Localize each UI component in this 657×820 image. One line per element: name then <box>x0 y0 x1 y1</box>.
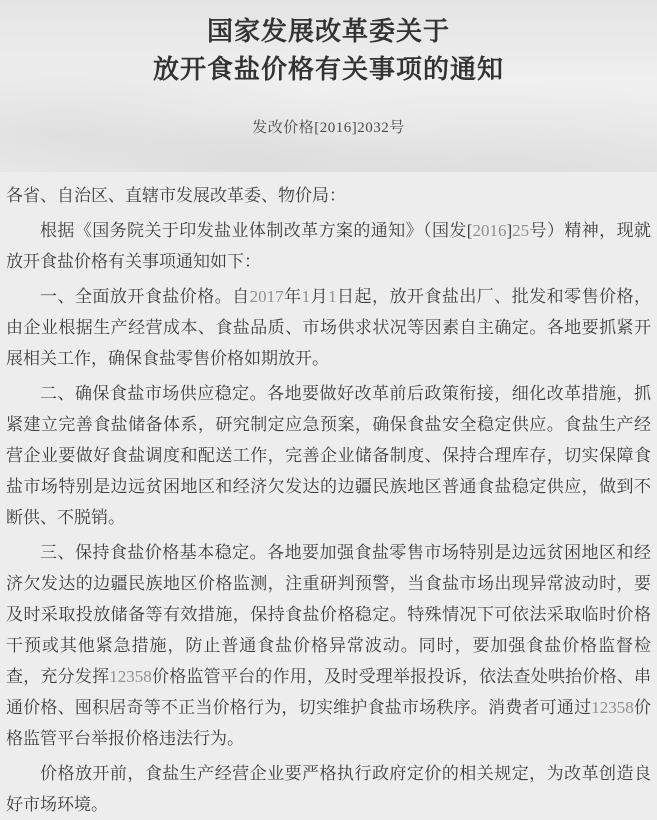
title-line-1: 国家发展改革委关于 <box>206 17 450 46</box>
paragraph: 三、保持食盐价格基本稳定。各地要加强食盐零售市场特别是边远贫困地区和经济欠发达的边疆民族地区价格监测，注重研判预警，当食盐市场出现异常波动时，要及时采取投放储备等有效措施，保持食盐价格稳定。特殊情况下可依法采取临时价格干预或其他紧急措施，防止普通食盐价格异常波动。同时，要加强食盐价格监督检查，充分发挥12358价格监管平台的作用，及时受理举报投诉，依法查处哄抬价格、串通价格、囤积居奇等不正当价格行为，切实维护食盐市场秩序。消费者可通过12358价格监管平台举报价格违法行为。 <box>6 543 652 748</box>
numeric-text: 2017 <box>249 287 284 306</box>
numeric-text: 1 <box>301 287 311 306</box>
numeric-text: 2016 <box>472 221 507 240</box>
numeric-text: 25 <box>512 221 530 240</box>
numeric-text: 1 <box>328 287 337 306</box>
document-header <box>0 0 657 172</box>
title-line-2: 放开食盐价格有关事项的通知 <box>152 55 504 84</box>
paragraph: 根据《国务院关于印发盐业体制改革方案的通知》（国发[2016]25号）精神，现就放开食盐价格有关事项通知如下： <box>6 221 652 271</box>
document-body <box>0 172 657 820</box>
paragraph: 二、确保食盐市场供应稳定。各地要做好改革前后政策衔接，细化改革措施，抓紧建立完善食盐储备体系，研究制定应急预案，确保食盐安全稳定供应。食盐生产经营企业要做好食盐调度和配送工作，完善企业储备制度、保持合理库存，切实保障食盐市场特别是边远贫困地区和经济欠发达的边疆民族地区普通食盐稳定供应，做到不断供、不脱销。 <box>6 384 651 527</box>
document-number: 发改价格[2016]2032号 <box>252 120 405 136</box>
numeric-text: 12358 <box>109 667 152 686</box>
paragraph: 一、全面放开食盐价格。自2017年1月1日起，放开食盐出厂、批发和零售价格，由企业根据生产经营成本、食盐品质、市场供求状况等因素自主确定。各地要抓紧开展相关工作，确保食盐零售价格如期放开。 <box>6 287 652 368</box>
salutation: 各省、自治区、直辖市发展改革委、物价局： <box>6 186 346 205</box>
numeric-text: 12358 <box>591 698 634 717</box>
paragraph: 价格放开前，食盐生产经营企业要严格执行政府定价的相关规定，为改革创造良好市场环境。 <box>6 764 651 814</box>
paragraph-container <box>6 215 651 820</box>
document-title <box>0 0 657 89</box>
